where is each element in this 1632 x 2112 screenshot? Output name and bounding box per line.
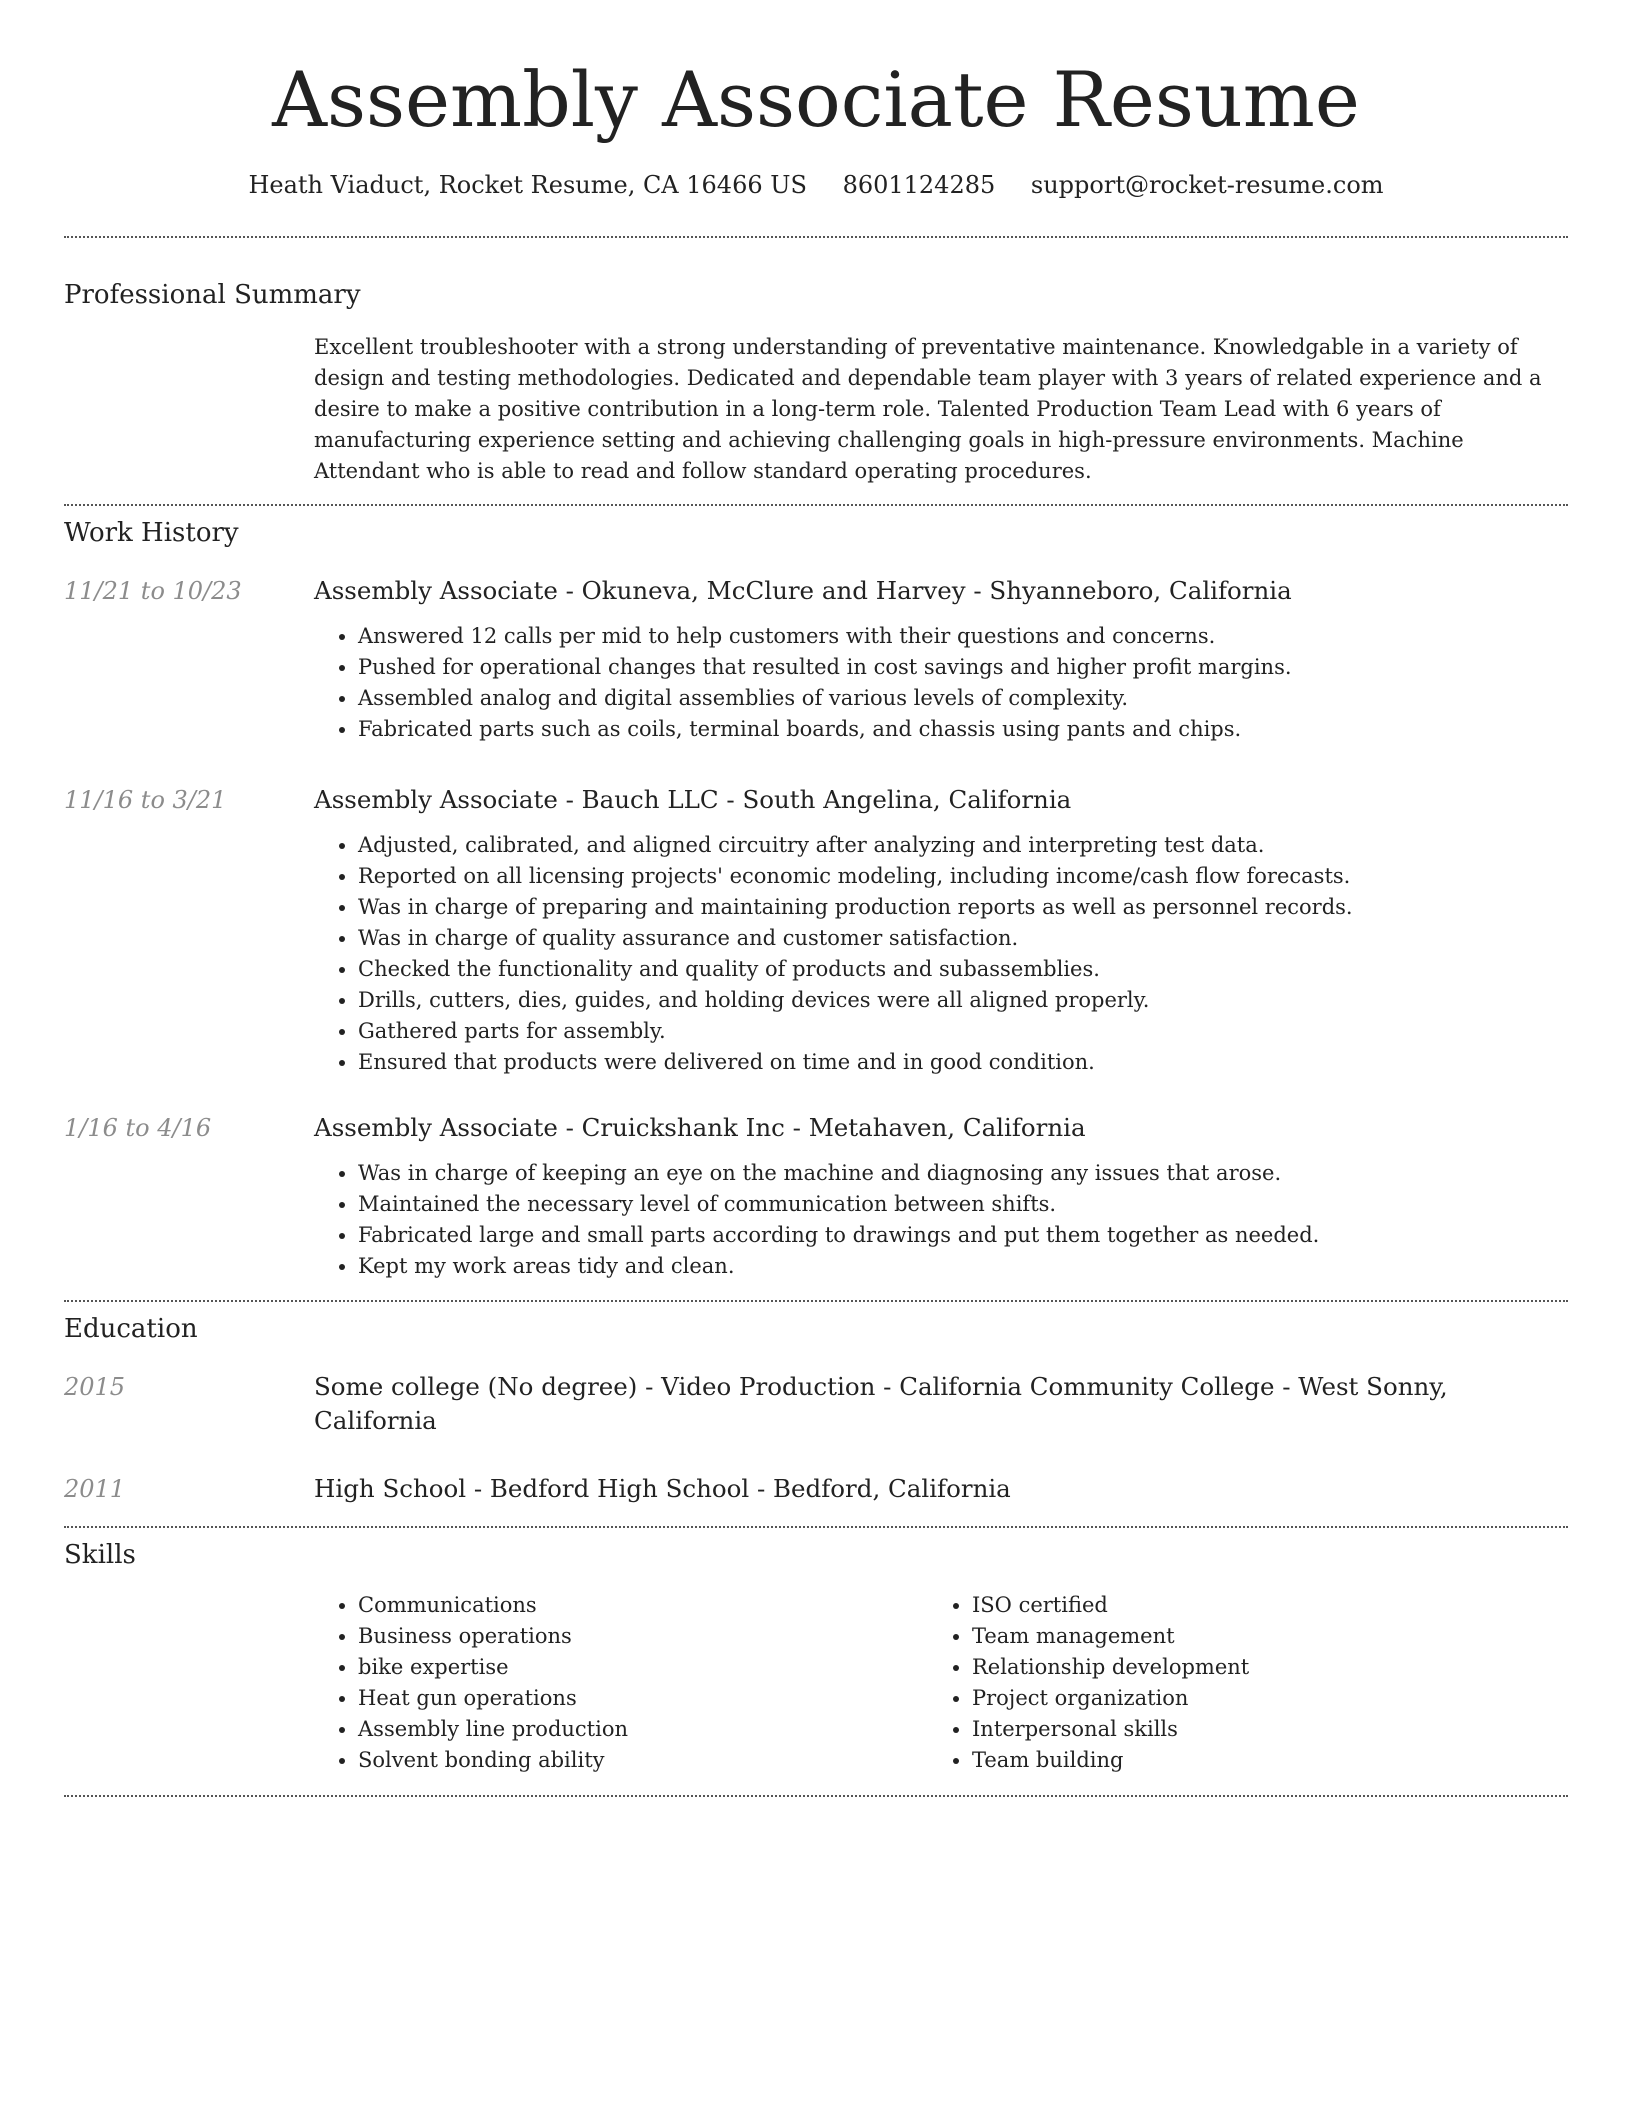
divider — [64, 1526, 1568, 1528]
contact-phone: 8601124285 — [842, 171, 996, 199]
contact-line — [64, 168, 1568, 202]
education-entry — [64, 1370, 1568, 1438]
list-item: • Drills, cutters, dies, guides, and holding devices were all aligned properly. — [358, 985, 1568, 1016]
section-title-summary: Professional Summary — [64, 280, 361, 310]
list-item: • Was in charge of keeping an eye on the machine and diagnosing any issues that arose. — [358, 1158, 1568, 1189]
list-item: • bike expertise — [358, 1652, 928, 1683]
list-item: • Assembled analog and digital assemblies of various levels of complexity. — [358, 683, 1568, 714]
resume-page — [64, 0, 1568, 1797]
list-item: • Pushed for operational changes that resulted in cost savings and higher profit margins. — [358, 652, 1568, 683]
divider — [64, 236, 1568, 238]
divider — [64, 504, 1568, 506]
list-item: • Gathered parts for assembly. — [358, 1016, 1568, 1047]
list-item: • Adjusted, calibrated, and aligned circuitry after analyzing and interpreting test data. — [358, 830, 1568, 861]
list-item: • Team management — [972, 1621, 1542, 1652]
list-item: • Was in charge of quality assurance and customer satisfaction. — [358, 923, 1568, 954]
work-bullets — [64, 621, 1568, 745]
list-item: • Kept my work areas tidy and clean. — [358, 1251, 1568, 1282]
contact-address: Heath Viaduct, Rocket Resume, CA 16466 US — [248, 171, 807, 199]
divider — [64, 1795, 1568, 1797]
work-title: Assembly Associate - Okuneva, McClure and Harvey - Shyanneboro, California — [314, 576, 1292, 605]
work-entry — [64, 1111, 1568, 1282]
work-title: Assembly Associate - Cruickshank Inc - Metahaven, California — [314, 1113, 1086, 1142]
work-entry — [64, 574, 1568, 745]
list-item: • Solvent bonding ability — [358, 1745, 928, 1776]
list-item: • Team building — [972, 1745, 1542, 1776]
work-date: 1/16 to 4/16 — [64, 1114, 212, 1142]
work-bullets — [64, 830, 1568, 1078]
list-item: • Was in charge of preparing and maintaining production reports as well as personnel records. — [358, 892, 1568, 923]
list-item: • Ensured that products were delivered on time and in good condition. — [358, 1047, 1568, 1078]
skills-list — [314, 1590, 1568, 1776]
education-date: 2015 — [64, 1373, 126, 1401]
work-date: 11/21 to 10/23 — [64, 577, 242, 605]
list-item: • Relationship development — [972, 1652, 1542, 1683]
section-title-skills: Skills — [64, 1540, 136, 1570]
list-item: • Assembly line production — [358, 1714, 928, 1745]
list-item: • Answered 12 calls per mid to help customers with their questions and concerns. — [358, 621, 1568, 652]
education-date: 2011 — [64, 1475, 126, 1503]
section-title-work: Work History — [64, 518, 239, 548]
section-title-education: Education — [64, 1314, 198, 1344]
list-item: • Fabricated parts such as coils, terminal boards, and chassis using pants and chips. — [358, 714, 1568, 745]
list-item: • Reported on all licensing projects' economic modeling, including income/cash flow forecasts. — [358, 861, 1568, 892]
list-item: • Communications — [358, 1590, 928, 1621]
divider — [64, 1300, 1568, 1302]
resume-title: Assembly Associate Resume — [272, 55, 1360, 144]
skills-column-left — [314, 1590, 928, 1776]
education-title: Some college (No degree) - Video Production - California Community College - West Sonny, California — [314, 1372, 1448, 1435]
work-date: 11/16 to 3/21 — [64, 786, 227, 814]
list-item: • Maintained the necessary level of communication between shifts. — [358, 1189, 1568, 1220]
list-item: • ISO certified — [972, 1590, 1542, 1621]
education-entry — [64, 1472, 1568, 1506]
work-bullets — [64, 1158, 1568, 1282]
list-item: • Business operations — [358, 1621, 928, 1652]
contact-email: support@rocket-resume.com — [1030, 171, 1384, 199]
work-entry — [64, 783, 1568, 1078]
work-title: Assembly Associate - Bauch LLC - South Angelina, California — [314, 785, 1072, 814]
skills-column-right — [928, 1590, 1542, 1776]
list-item: • Interpersonal skills — [972, 1714, 1542, 1745]
list-item: • Heat gun operations — [358, 1683, 928, 1714]
list-item: • Project organization — [972, 1683, 1542, 1714]
list-item: • Checked the functionality and quality of products and subassemblies. — [358, 954, 1568, 985]
summary-text: Excellent troubleshooter with a strong understanding of preventative maintenance. Knowledgable in a variety of design and testing methodologies. Dedicated and dependable team player with 3 years of related experience and a desire to make a positive contribution in a long-term role. Talented Production Team Lead with 6 years of manufacturing experience setting and achieving challenging goals in high-pressure environments. Machine Attendant who is able to read and follow standard operating procedures. — [314, 335, 1542, 483]
list-item: • Fabricated large and small parts according to drawings and put them together as needed. — [358, 1220, 1568, 1251]
education-title: High School - Bedford High School - Bedford, California — [314, 1474, 1011, 1503]
